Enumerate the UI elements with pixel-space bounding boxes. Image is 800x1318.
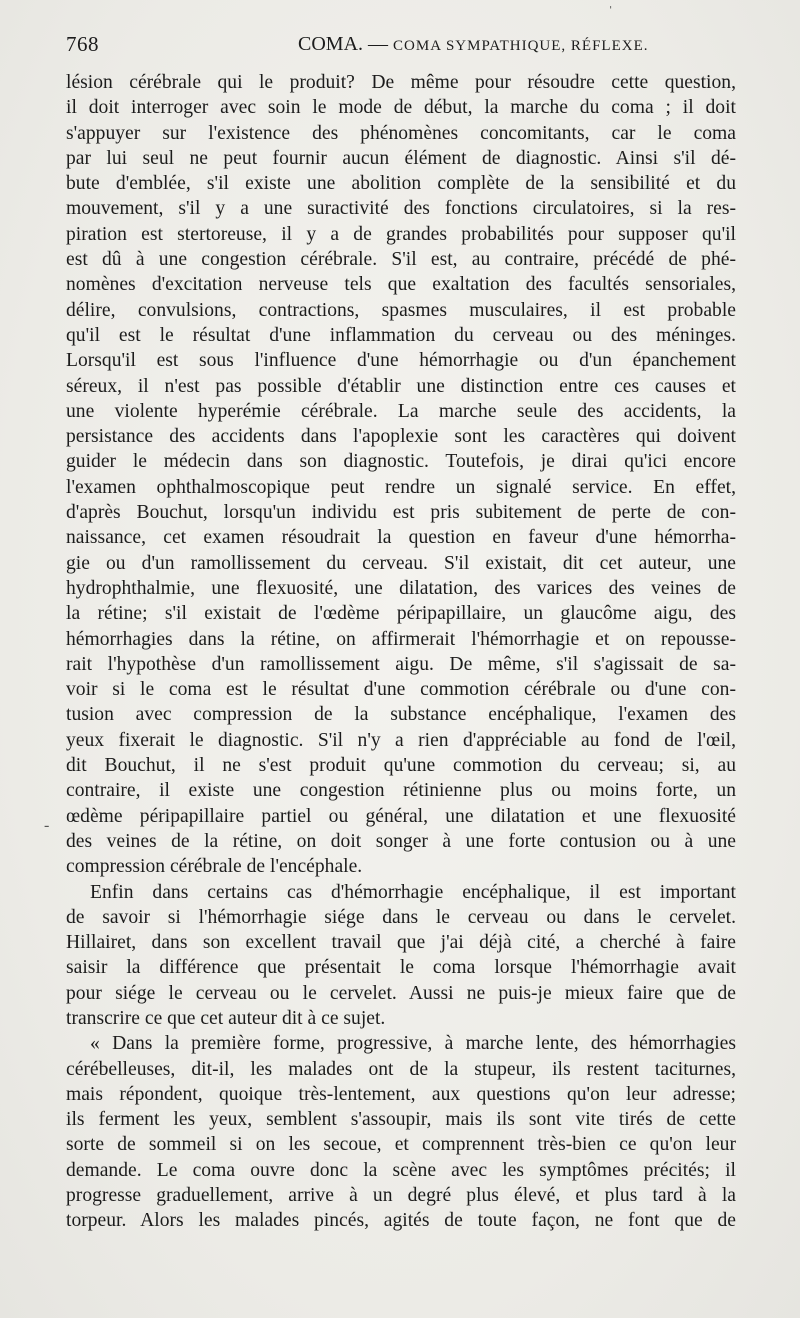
text-line: bute d'emblée, s'il existe une abolition complète de la sensibilité et du	[66, 173, 736, 195]
text-line: progresse graduellement, arrive à un degré plus élevé, et plus tard à la	[66, 1185, 736, 1207]
text-line: des veines de la rétine, on doit songer à une forte contusion ou à une	[66, 830, 736, 852]
text-line: cérébelleuses, dit-il, les malades ont de la stupeur, ils restent taciturnes,	[66, 1058, 736, 1080]
text-line: guider le médecin dans son diagnostic. Toutefois, je dirai qu'ici encore	[66, 451, 736, 473]
text-line: délire, convulsions, contractions, spasmes musculaires, il est probable	[66, 299, 736, 321]
text-line: mais répondent, quoique très-lentement, aux questions qu'on leur adresse;	[66, 1083, 736, 1105]
text-line: la rétine; s'il existait de l'œdème péripapillaire, un glaucôme aigu, des	[66, 603, 736, 625]
text-line: tusion avec compression de la substance encéphalique, l'examen des	[66, 704, 736, 726]
paragraph-end-line: transcrire ce que cet auteur dit à ce sujet.	[66, 1007, 386, 1029]
title-sub: COMA SYMPATHIQUE, RÉFLEXE.	[393, 38, 649, 54]
text-line: demande. Le coma ouvre donc la scène avec les symptômes précités; il	[66, 1159, 736, 1181]
text-line: gie ou d'un ramollissement du cerveau. S'il existait, dit cet auteur, une	[66, 552, 736, 574]
text-line: séreux, il n'est pas possible d'établir une distinction entre ces causes et	[66, 375, 736, 397]
text-line: s'appuyer sur l'existence des phénomènes concomitants, car le coma	[66, 122, 736, 144]
text-line: persistance des accidents dans l'apoplexie sont les caractères qui doivent	[66, 426, 736, 448]
text-line: voir si le coma est le résultat d'une commotion cérébrale ou d'une con-	[66, 679, 736, 701]
text-line: l'examen ophthalmoscopique peut rendre un signalé service. En effet,	[66, 476, 736, 498]
margin-dash: -	[44, 817, 50, 834]
tick-mark: ˈ	[608, 4, 614, 21]
text-line: mouvement, s'il y a une suractivité des fonctions circulatoires, si la res-	[66, 198, 736, 220]
paragraph-start-line: Enfin dans certains cas d'hémorrhagie encéphalique, il est important	[90, 881, 736, 903]
text-line: hémorrhagies dans la rétine, on affirmerait l'hémorrhagie et on repousse-	[66, 628, 736, 650]
text-line: yeux fixerait le diagnostic. S'il n'y a rien d'appréciable au fond de l'œil,	[66, 729, 736, 751]
text-line: piration est stertoreuse, il y a de grandes probabilités pour supposer qu'il	[66, 223, 736, 245]
body-text	[66, 70, 736, 1234]
text-line: par lui seul ne peut fournir aucun élément de diagnostic. Ainsi s'il dé-	[66, 147, 736, 169]
text-line: hydrophthalmie, une flexuosité, une dilatation, des varices des veines de	[66, 577, 736, 599]
text-line: qu'il est le résultat d'une inflammation du cerveau ou des méninges.	[66, 324, 736, 346]
text-line: contraire, il existe une congestion rétinienne plus ou moins forte, un	[66, 780, 736, 802]
text-line: saisir la différence que présentait le coma lorsque l'hémorrhagie avait	[66, 957, 736, 979]
text-line: torpeur. Alors les malades pincés, agités de toute façon, ne font que de	[66, 1210, 736, 1232]
text-line: œdème péripapillaire partiel ou général, une dilatation et une flexuosité	[66, 805, 736, 827]
text-line: lésion cérébrale qui le produit? De même pour résoudre cette question,	[66, 72, 736, 93]
text-line: il doit interroger avec soin le mode de début, la marche du coma ; il doit	[66, 97, 736, 119]
text-line: Lorsqu'il est sous l'influence d'une hémorrhagie ou d'un épanchement	[66, 350, 736, 372]
title-main: COMA.	[298, 33, 364, 55]
title-dash: —	[368, 33, 389, 55]
text-line: dit Bouchut, il ne s'est produit qu'une commotion du cerveau; si, au	[66, 755, 736, 777]
page-number: 768	[66, 32, 99, 56]
text-line: d'après Bouchut, lorsqu'un individu est pris subitement de perte de con-	[66, 502, 736, 524]
text-line: rait l'hypothèse d'un ramollissement aigu. De même, s'il s'agissait de sa-	[66, 653, 736, 675]
text-line: pour siége le cerveau ou le cervelet. Aussi ne puis-je mieux faire que de	[66, 982, 736, 1004]
text-line: une violente hyperémie cérébrale. La marche seule des accidents, la	[66, 400, 736, 422]
text-line: nomènes d'excitation nerveuse tels que exaltation des facultés sensoriales,	[66, 274, 736, 296]
text-line: est dû à une congestion cérébrale. S'il est, au contraire, précédé de phé-	[66, 249, 736, 271]
text-line: de savoir si l'hémorrhagie siége dans le cerveau ou dans le cervelet.	[66, 906, 736, 928]
text-line: ils ferment les yeux, semblent s'assoupir, mais ils sont vite tirés de cette	[66, 1109, 736, 1131]
quote-start-line: « Dans la première forme, progressive, à marche lente, des hémorrhagies	[90, 1033, 736, 1055]
text-line: Hillairet, dans son excellent travail que j'ai déjà cité, a cherché à faire	[66, 932, 736, 954]
text-line: sorte de sommeil si on les secoue, et comprennent très-bien ce qu'on leur	[66, 1134, 736, 1156]
paragraph-end-line: compression cérébrale de l'encéphale.	[66, 856, 363, 878]
running-header	[66, 30, 736, 64]
text-line: naissance, cet examen résoudrait la question en faveur d'une hémorrha-	[66, 527, 736, 549]
running-title	[298, 33, 649, 56]
